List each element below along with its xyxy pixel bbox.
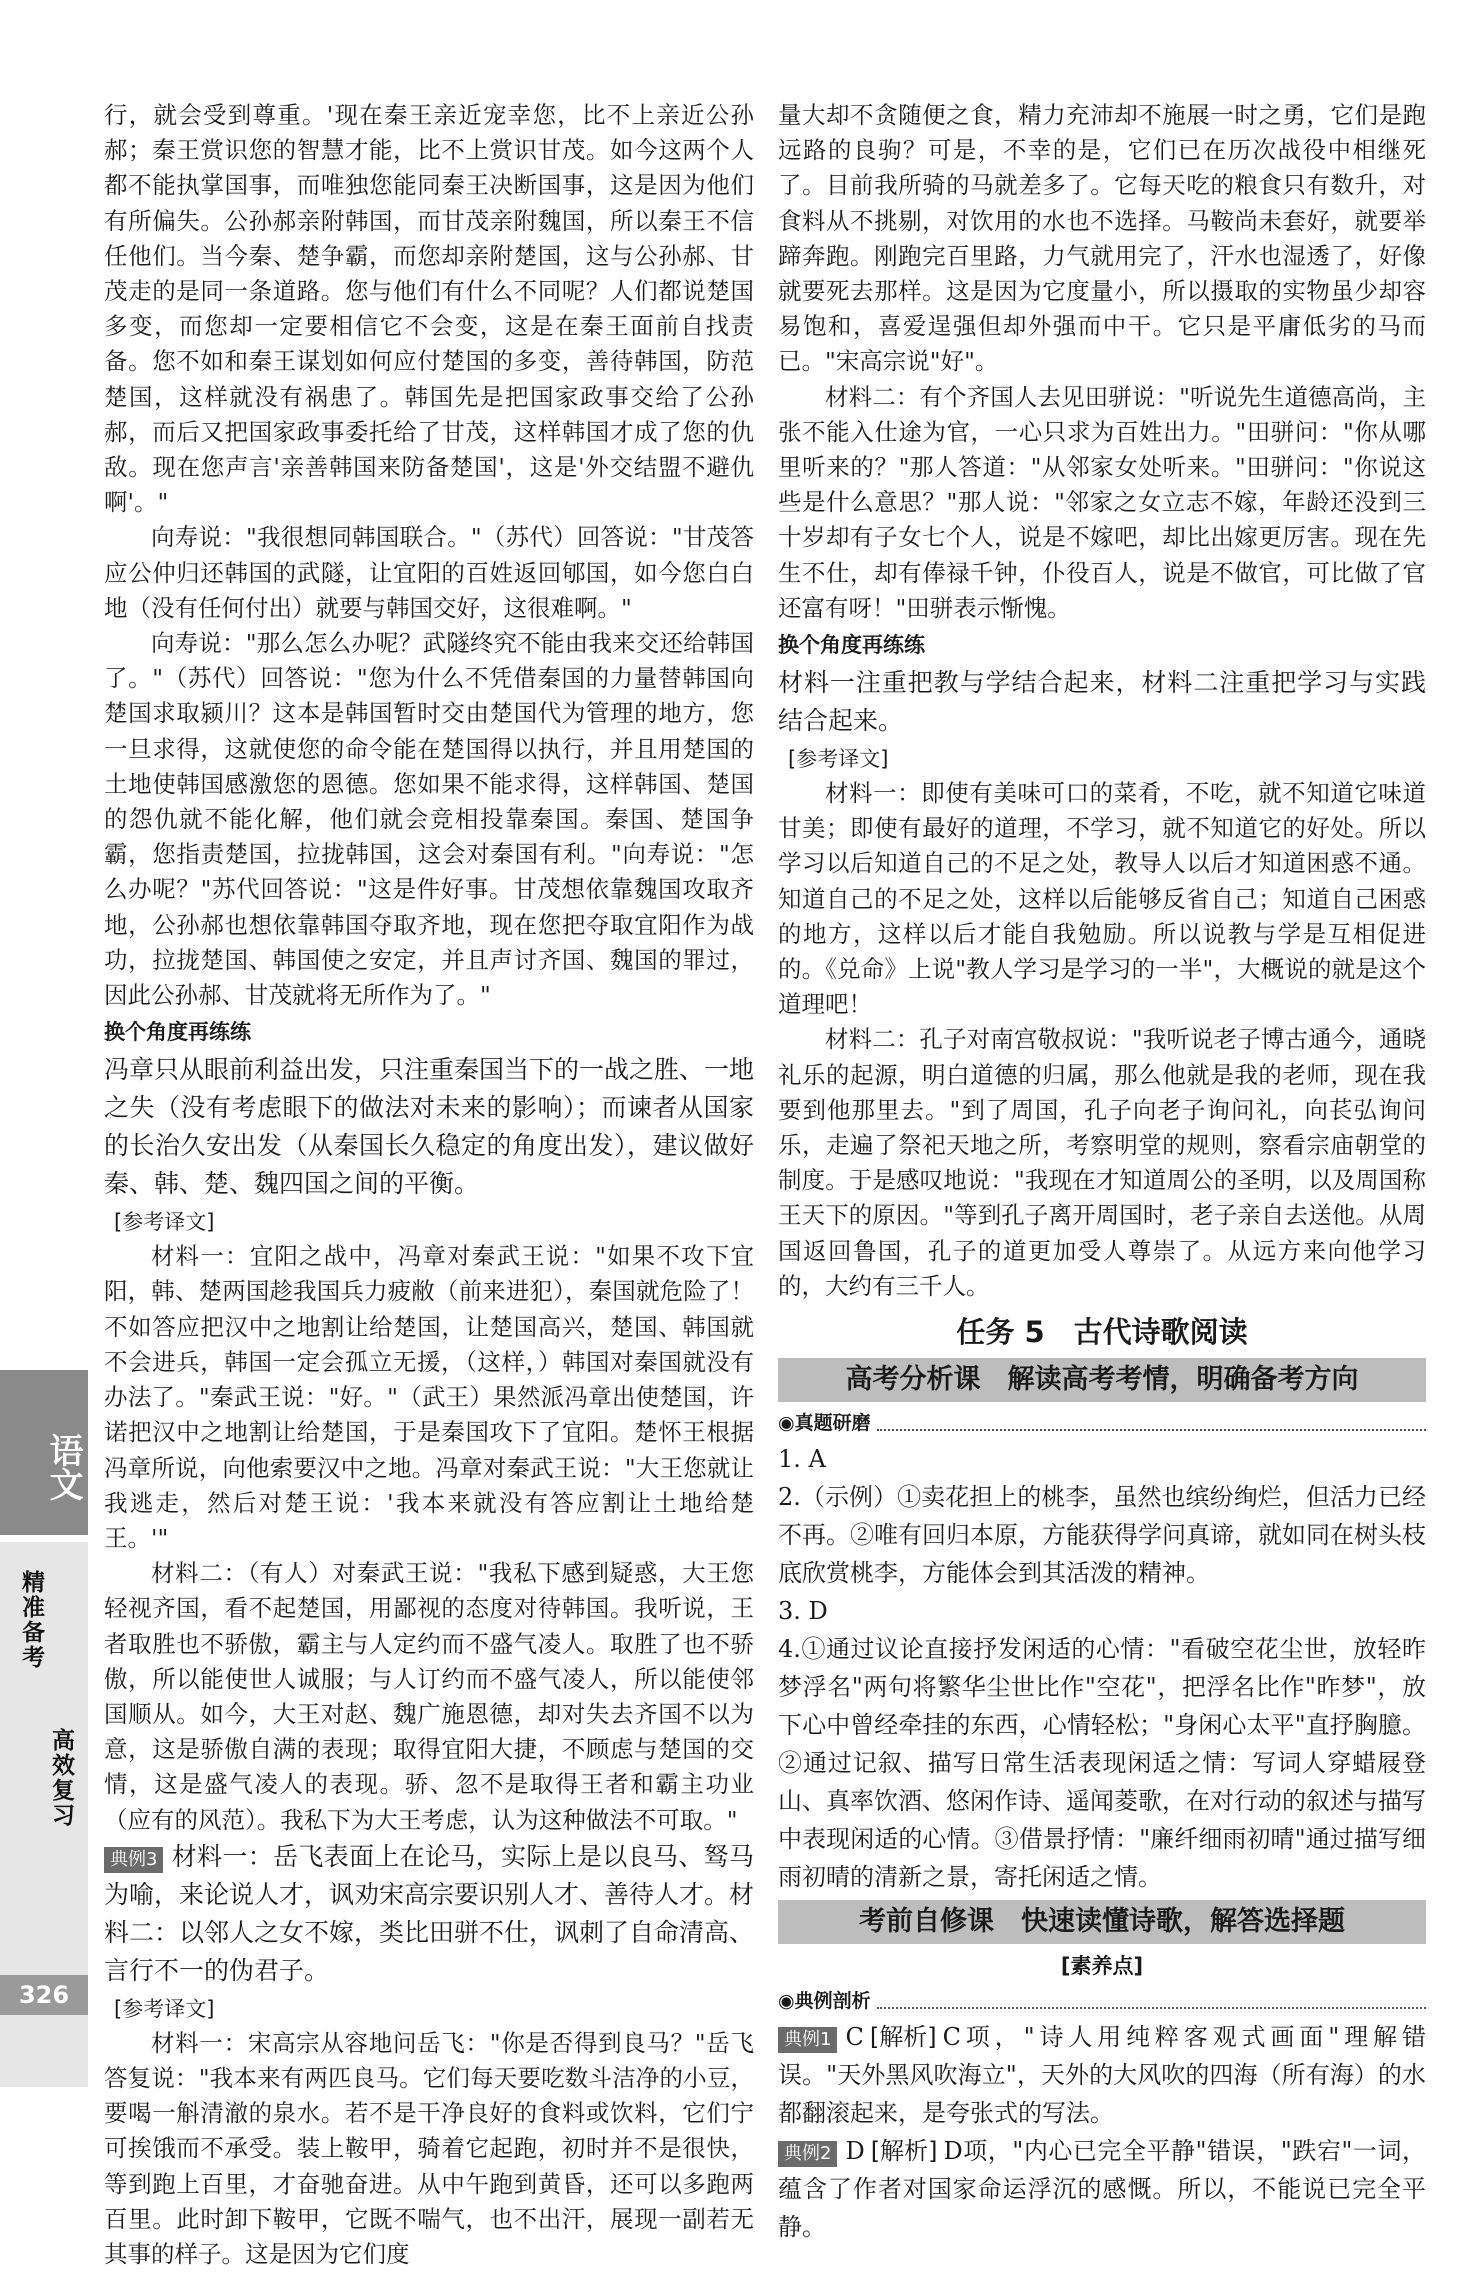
- side-tab: [0, 1370, 88, 2150]
- task-title: 任务 5 古代诗歌阅读: [956, 1315, 1248, 1350]
- example-2-analysis-label: [解析]: [870, 2137, 938, 2166]
- subheading-example-analysis-label: ◉典例剖析: [778, 1990, 871, 2013]
- subheading-example-analysis: [778, 1986, 1426, 2016]
- practice-answer-left: 冯章只从眼前利益出发，只注重秦国当下的一战之胜、一地之失（没有考虑眼下的做法对未来的影响）；而谏者从国家的长治久安出发（从秦国长久稳定的角度出发），建议做好秦、韩、楚、魏四国之间的平衡。: [104, 1055, 755, 1199]
- example-3-reference-label: [参考译文]: [114, 1996, 215, 2021]
- example-3-translation: 材料一：宋高宗从容地问岳飞："你是否得到良马？"岳飞答复说："我本来有两匹良马。它们每天要吃数斗洁净的小豆，要喝一斛清澈的泉水。若不是干净良好的食料或饮料，它们宁可挨饿而不承受。装上鞍甲，骑着它起跑，初时并不是很快，等到跑上百里，才奋驰奋进。从中午跑到黄昏，还可以多跑两百里。此时卸下鞍甲，它既不喘气，也不出汗，展现一副若无其事的样子。这是因为它们度: [104, 2028, 754, 2268]
- series-label-2: 高效复习: [48, 1728, 74, 1828]
- core-literacy-label: [素养点]: [1060, 1954, 1144, 1979]
- example-2-tag: 典例2: [778, 2141, 837, 2167]
- reference-translation-label-right: [参考译文]: [788, 747, 889, 772]
- series-label-1: 精准备考: [18, 1570, 44, 1670]
- answer-3: 3. D: [778, 1597, 828, 1626]
- answer-1: 1. A: [778, 1445, 826, 1474]
- subheading-real-questions: [778, 1408, 1426, 1438]
- right-column: [778, 98, 1426, 2246]
- example-3-answer: 材料一：岳飞表面上在论马，实际上是以良马、驽马为喻，来论说人才，讽劝宋高宗要识别人才、善待人才。材料二：以邻人之女不嫁，类比田骈不仕，讽刺了自命清高、言行不一的伪君子。: [104, 1841, 755, 1985]
- subheading-real-questions-label: ◉真题研磨: [778, 1412, 871, 1435]
- right-paragraph-2: 材料二：有个齐国人去见田骈说："听说先生道德高尚，主张不能入仕途为官，一心只求为百姓出力。"田骈问："你从哪里听来的？"那人答道："从邻家女处听来。"田骈问："你说这些是什么意思？"那人说："邻家之女立志不嫁，年龄还没到三十岁却有子女七个人，说是不嫁吧，却比出嫁更厉害。现在先生不仕，却有俸禄千钟，仆役百人，说是不做官，可比做了官还富有呀！"田骈表示惭愧。: [778, 382, 1426, 622]
- example-1-answer: C: [845, 2023, 864, 2052]
- example-1-analysis-label: [解析]: [869, 2023, 937, 2052]
- answer-4: 4.①通过议论直接抒发闲适的心情："看破空花尘世，放轻昨梦浮名"两句将繁华尘世比作"空花"，把浮名比作"昨梦"，放下心中曾经牵挂的东西，心情轻松；"身闲心太平"直抒胸臆。②通过记叙、描写日常生活表现闲适之情：写词人穿蜡屐登山、真率饮酒、悠闲作诗、遥闻菱歌，在对行动的叙述与描写中表现闲适的心情。③借景抒情："廉纤细雨初晴"通过描写细雨初晴的清新之景，寄托闲适之情。: [778, 1635, 1426, 1892]
- left-paragraph-2: 向寿说："我很想同韩国联合。"（苏代）回答说："甘茂答应公仲归还韩国的武隧，让宜阳的百姓返回郇国，如今您白白地（没有任何付出）就要与韩国交好，这很难啊。": [104, 523, 754, 622]
- subject-tab: 语文: [0, 1370, 88, 1535]
- left-column: [104, 98, 754, 2272]
- translation-material-2: 材料二：（有人）对秦武王说："我私下感到疑惑，大王您轻视齐国，看不起楚国，用鄙视的态度对待韩国。我听说，王者取胜也不骄傲，霸主与人定约而不盛气凌人。取胜了也不骄傲，所以能使世人诚服；与人订约而不盛气凌人，所以能使邻国顺从。如今，大王对赵、魏广施恩德，却对失去齐国不以为意，这是骄傲自满的表现；取得宜阳大捷，不顾虑与楚国的交情，这是盛气凌人的表现。骄、忽不是取得王者和霸主功业（应有的风范）。我私下为大王考虑，认为这种做法不可取。": [104, 1559, 754, 1834]
- translation-text-2: 材料二：孔子对南宫敬叔说："我听说老子博古通今，通晓礼乐的起源，明白道德的归属，那么他就是我的老师，现在我要到他那里去。"到了周国，孔子向老子询问礼，向苌弘询问乐，走遍了祭祀天地之所，考察明堂的规则，察看宗庙朝堂的制度。于是感叹地说："我现在才知道周公的圣明，以及周国称王天下的原因。"等到孔子离开周国时，老子亲自去送他。从周国返回鲁国，孔子的道更加受人尊崇了。从远方来向他学习的，大约有三千人。: [778, 1025, 1426, 1300]
- translation-text-1: 材料一：即使有美味可口的菜肴，不吃，就不知道它味道甘美；即使有最好的道理，不学习，就不知道它的好处。所以学习以后知道自己的不足之处，教导人以后才知道困惑不通。知道自己的不足之处，这样以后能够反省自己；知道自己困惑的地方，这样以后才能自我勉励。所以说教与学是互相促进的。《兑命》上说"教人学习是学习的一半"，大概说的就是这个道理吧！: [778, 779, 1426, 1019]
- section-bar-self-study: 考前自修课 快速读懂诗歌，解答选择题: [778, 1900, 1426, 1944]
- left-paragraph-1: 行，就会受到尊重。'现在秦王亲近宠幸您，比不上亲近公孙郝；秦王赏识您的智慧才能，比不上赏识甘茂。如今这两个人都不能执掌国事，而唯独您能同秦王决断国事，这是因为他们有所偏失。公孙郝亲附韩国，而甘茂亲附魏国，所以秦王不信任他们。当今秦、楚争霸，而您却亲附楚国，这与公孙郝、甘茂走的是同一条道路。您与他们有什么不同呢？人们都说楚国多变，而您却一定要相信它不会变，这是在秦王面前自找责备。您不如和秦王谋划如何应付楚国的多变，善待韩国，防范楚国，这样就没有祸患了。韩国先是把国家政事交给了公孙郝，而后又把国家政事委托给了甘茂，这样韩国才成了您的仇敌。现在您声言'亲善韩国来防备楚国'，这是'外交结盟不避仇啊'。": [104, 101, 754, 517]
- dotted-rule: [877, 1993, 1426, 2009]
- dotted-rule: [877, 1415, 1426, 1431]
- section-bar-exam-analysis: 高考分析课 解读高考考情，明确备考方向: [778, 1358, 1426, 1402]
- left-paragraph-3: 向寿说："那么怎么办呢？武隧终究不能由我来交还给韩国了。"（苏代）回答说："您为什么不凭借秦国的力量替韩国向楚国求取颍川？这本是韩国暂时交由楚国代为管理的地方，您一旦求得，这就使您的命令能在楚国得以执行，并且用楚国的土地使韩国感激您的恩德。您如果不能求得，这样韩国、楚国的怨仇就不能化解，他们就会竞相投靠秦国。秦国、楚国争霸，您指责楚国，拉拢韩国，这会对秦国有利。"向寿说："怎么办呢？"苏代回答说："这是件好事。甘茂想依靠魏国攻取齐地，公孙郝也想依靠韩国夺取齐地，现在您把夺取宜阳作为战功，拉拢楚国、韩国使之安定，并且声讨齐国、魏国的罪过，因此公孙郝、甘茂就将无所作为了。": [104, 629, 754, 1010]
- right-paragraph-1: 量大却不贪随便之食，精力充沛却不施展一时之勇，它们是跑远路的良驹？可是，不幸的是，它们已在历次战役中相继死了。目前我所骑的马就差多了。它每天吃的粮食只有数升，对食料从不挑剔，对饮用的水也不选择。马鞍尚未套好，就要举蹄奔跑。刚跑完百里路，力气就用完了，汗水也湿透了，好像就要死去那样。这是因为它度量小，所以摄取的实物虽少却容易饱和，喜爱逞强但却外强而中干。它只是平庸低劣的马而已。"宋高宗说"好"。: [778, 101, 1426, 376]
- practice-heading-right: 换个角度再练练: [778, 633, 925, 658]
- answer-2: 2.（示例）①卖花担上的桃李，虽然也缤纷绚烂，但活力已经不再。②唯有回归本原，方能获得学问真谛，就如同在树头枝底欣赏桃李，方能体会到其活泼的精神。: [778, 1483, 1426, 1588]
- core-literacy-tag: [778, 1950, 1426, 1980]
- example-1-tag: 典例1: [778, 2027, 837, 2053]
- example-2-analysis: D项，"内心已完全平静"错误，"跌宕"一词，蕴含了作者对国家命运浮沉的感慨。所以，不能说已完全平静。: [778, 2137, 1426, 2242]
- example-1-analysis: C项，"诗人用纯粹客观式画面"理解错误。"天外黑风吹海立"，天外的大风吹的四海（所有海）的水都翻滚起来，是夸张式的写法。: [778, 2023, 1426, 2128]
- example-3-tag: 典例3: [104, 1847, 163, 1873]
- page-number: 326: [0, 1975, 88, 2015]
- practice-heading-left: 换个角度再练练: [104, 1020, 251, 1045]
- practice-answer-right: 材料一注重把教与学结合起来，材料二注重把学习与实践结合起来。: [778, 668, 1426, 736]
- translation-material-1: 材料一：宜阳之战中，冯章对秦武王说："如果不攻下宜阳，韩、楚两国趁我国兵力疲敝（前来进犯），秦国就危险了！不如答应把汉中之地割让给楚国，让楚国高兴，楚国、韩国就不会进兵，韩国一定会孤立无援，（这样，）韩国对秦国就没有办法了。"秦武王说："好。"（武王）果然派冯章出使楚国，许诺把汉中之地割让给楚国，于是秦国攻下了宜阳。楚怀王根据冯章所说，向他索要汉中之地。冯章对秦武王说："大王您就让我逃走，然后对楚王说：'我本来就没有答应割让土地给楚王。'": [104, 1242, 754, 1552]
- reference-translation-label: [参考译文]: [114, 1210, 215, 1235]
- example-2-answer: D: [845, 2137, 865, 2166]
